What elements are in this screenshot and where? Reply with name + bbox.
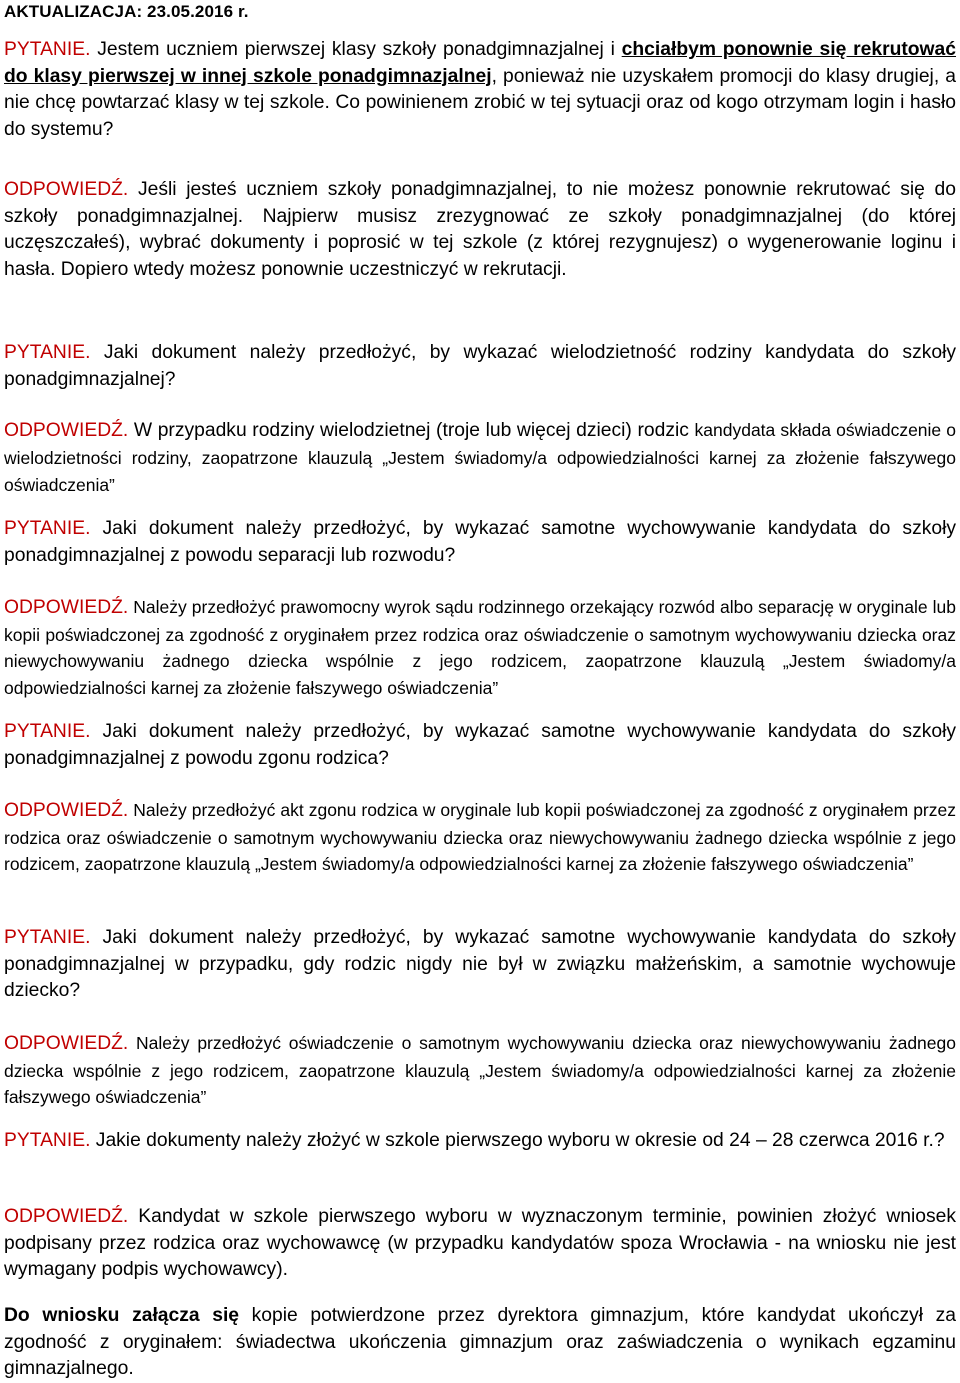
answer-4: [4, 797, 956, 878]
question-label: PYTANIE.: [4, 342, 91, 363]
question-3: [4, 516, 956, 569]
answer-5: [4, 1030, 956, 1111]
question-6: [4, 1128, 956, 1155]
answer-label: ODPOWIEDŹ.: [4, 420, 129, 441]
question-text: , ponieważ nie uzyskałem promocji do klasy drugiej, a nie chcę powtarzać klasy w tej szkole. Co powinienem zrobić w tej sytuacji oraz od kogo otrzymam login i hasło do systemu?: [4, 65, 956, 140]
question-label: PYTANIE.: [4, 721, 91, 742]
answer-6: [4, 1204, 956, 1284]
answer-2: [4, 417, 956, 500]
update-header: AKTUALIZACJA: 23.05.2016 r.: [4, 2, 249, 21]
answer-1: [4, 177, 956, 283]
question-text: Jestem uczniem pierwszej klasy szkoły ponadgimnazjalnej i: [97, 39, 622, 60]
answer-label: ODPOWIEDŹ.: [4, 1206, 129, 1227]
question-text: Jaki dokument należy przedłożyć, by wykazać samotne wychowywanie kandydata do szkoły ponadgimnazjalnej w przypadku, gdy rodzic nigdy nie był w związku małżeńskim, a samotnie wychowuje dziecko?: [4, 927, 956, 1002]
question-2: [4, 340, 956, 393]
attachments-lead: Do wniosku załącza się: [4, 1305, 240, 1326]
answer-label: ODPOWIEDŹ.: [4, 1033, 129, 1054]
question-label: PYTANIE.: [4, 927, 91, 948]
attachments-paragraph: [4, 1303, 956, 1383]
answer-text: Kandydat w szkole pierwszego wyboru w wyznaczonym terminie, powinien złożyć wniosek podpisany przez rodzica oraz wychowawcę (w przypadku kandydatów spoza Wrocławia - na wniosku nie jest wymagany podpis wychowawcy).: [4, 1206, 956, 1281]
attachments-text: kopie potwierdzone przez dyrektora gimnazjum, które kandydat ukończył za zgodność z oryginałem: świadectwa ukończenia gimnazjum oraz zaświadczenia o wynikach egzaminu gimnazjalnego.: [4, 1305, 956, 1380]
question-5: [4, 925, 956, 1005]
answer-3: [4, 594, 956, 701]
question-4: [4, 719, 956, 772]
question-label: PYTANIE.: [4, 39, 91, 60]
answer-label: ODPOWIEDŹ.: [4, 179, 129, 200]
answer-label: ODPOWIEDŹ.: [4, 597, 129, 618]
answer-text: Najpierw musisz zrezygnować ze szkoły ponadgimnazjalnej (do której uczęszczałeś), wybrać dokumenty i poprosić w tej szkole (z której rezygnujesz) o wygenerowanie loginu i hasła.: [4, 205, 956, 280]
answer-text: Należy przedłożyć oświadczenie o samotnym wychowywaniu dziecka oraz niewychowywaniu żadnego dziecka wspólnie z jego rodzicem, zaopatrzone klauzulą „Jestem świadomy/a odpowiedzialności karnej za złożenie fałszywego oświadczenia”: [4, 1033, 956, 1108]
question-1: [4, 37, 956, 143]
answer-text: Dopiero wtedy możesz ponownie uczestniczyć w rekrutacji.: [55, 258, 567, 280]
question-label: PYTANIE.: [4, 518, 91, 539]
answer-label: ODPOWIEDŹ.: [4, 800, 129, 821]
question-text: Jaki dokument należy przedłożyć, by wykazać samotne wychowywanie kandydata do szkoły ponadgimnazjalnej z powodu zgonu rodzica?: [4, 721, 956, 769]
question-text: Jaki dokument należy przedłożyć, by wykazać wielodzietność rodziny kandydata do szkoły ponadgimnazjalnej?: [4, 342, 956, 390]
answer-text: W przypadku rodziny wielodzietnej (troje lub więcej dzieci) rodzic: [133, 420, 695, 441]
question-label: PYTANIE.: [4, 1130, 91, 1151]
answer-text: Należy przedłożyć akt zgonu rodzica w oryginale lub kopii poświadczonej za zgodność z oryginałem przez rodzica oraz oświadczenie o samotnym wychowywaniu dziecka oraz niewychowywaniu żadnego dziecka wspólnie z jego rodzicem, zaopatrzone klauzulą „Jestem świadomy/a odpowiedzialności karnej za złożenie fałszywego oświadczenia”: [4, 800, 956, 875]
question-text: Jakie dokumenty należy złożyć w szkole pierwszego wyboru w okresie od 24 – 28 czerwca 2016 r.?: [95, 1130, 945, 1151]
answer-text: Należy przedłożyć prawomocny wyrok sądu rodzinnego orzekający rozwód albo separację w oryginale lub kopii poświadczonej za zgodność z oryginałem przez rodzica oraz oświadczenie o samotnym wychowywaniu dziecka oraz niewychowywaniu żadnego dziecka wspólnie z jego rodzicem, zaopatrzone klauzulą „Jestem świadomy/a odpowiedzialności karnej za złożenie fałszywego oświadczenia”: [4, 597, 956, 698]
question-emphasis: chciałbym ponownie się rekrutować do klasy pierwszej w innej szkole ponadgimnazjalnej: [4, 39, 956, 87]
answer-text: Jeśli jesteś uczniem szkoły ponadgimnazjalnej, to nie możesz ponownie rekrutować się do szkoły ponadgimnazjalnej.: [4, 179, 956, 227]
question-text: Jaki dokument należy przedłożyć, by wykazać samotne wychowywanie kandydata do szkoły ponadgimnazjalnej z powodu separacji lub rozwodu?: [4, 518, 956, 566]
answer-text: kandydata składa oświadczenie o wielodzietności rodziny, zaopatrzone klauzulą „Jestem świadomy/a odpowiedzialności karnej za złożenie fałszywego oświadczenia”: [4, 420, 957, 496]
